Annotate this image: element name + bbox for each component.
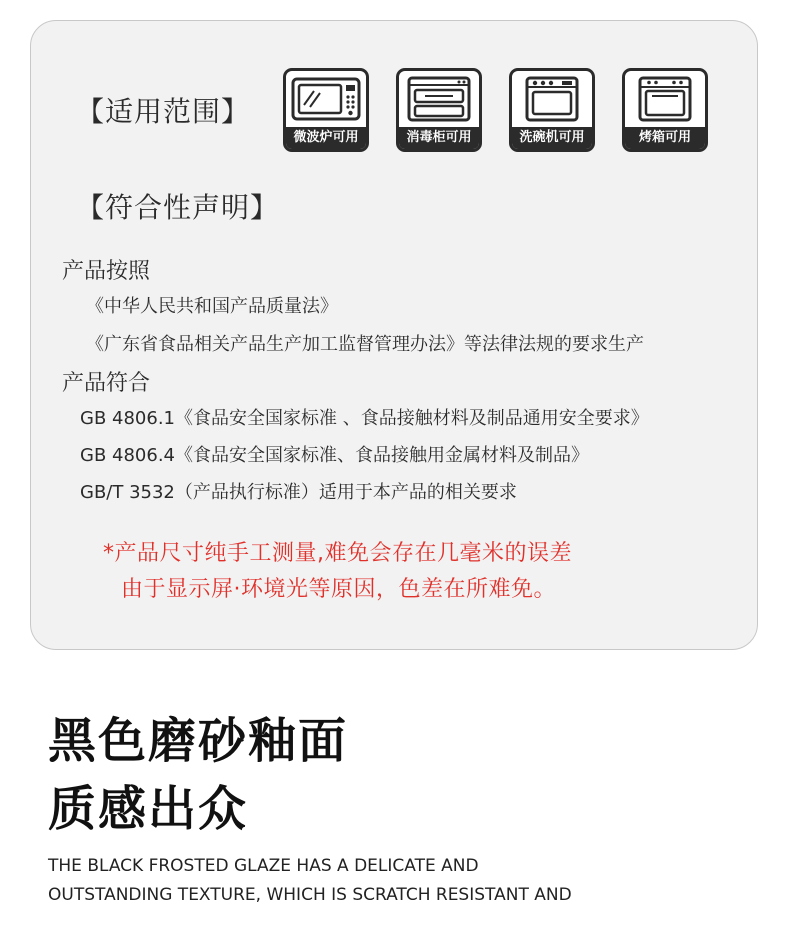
oven-icon (625, 71, 705, 127)
hero-title-line1: 黑色磨砂釉面 (48, 713, 349, 769)
disinfection-cabinet-label: 消毒柜可用 (399, 127, 479, 149)
hero-title-line2: 质感出众 (48, 781, 249, 837)
compliance-line: GB 4806.4《食品安全国家标准、食品接触用金属材料及制品》 (80, 445, 589, 466)
dishwasher-badge (509, 68, 595, 152)
disinfection-cabinet-badge (396, 68, 482, 152)
microwave-icon (286, 71, 366, 127)
appliance-icons (283, 68, 708, 152)
disinfection-cabinet-icon (399, 71, 479, 127)
microwave-label: 微波炉可用 (286, 127, 366, 149)
compliance-line: 产品符合 (62, 371, 151, 396)
english-description-line2: OUTSTANDING TEXTURE, WHICH IS SCRATCH RESISTANT AND (48, 885, 572, 905)
oven-label: 烤箱可用 (625, 127, 705, 149)
dishwasher-label: 洗碗机可用 (512, 127, 592, 149)
dishwasher-icon (512, 71, 592, 127)
scope-title: 【适用范围】 (76, 95, 251, 128)
english-description-line1: THE BLACK FROSTED GLAZE HAS A DELICATE AND (48, 856, 479, 876)
compliance-line: GB/T 3532（产品执行标准）适用于本产品的相关要求 (80, 482, 517, 503)
compliance-line: 《中华人民共和国产品质量法》 (86, 296, 338, 317)
measurement-notice: *产品尺寸纯手工测量,难免会存在几毫米的误差 (103, 541, 572, 566)
microwave-badge (283, 68, 369, 152)
compliance-line: GB 4806.1《食品安全国家标准 、食品接触材料及制品通用安全要求》 (80, 408, 649, 429)
compliance-title: 【符合性声明】 (76, 191, 280, 224)
compliance-line: 《广东省食品相关产品生产加工监督管理办法》等法律法规的要求生产 (86, 334, 644, 355)
compliance-line: 产品按照 (62, 259, 151, 284)
oven-badge (622, 68, 708, 152)
color-notice: 由于显示屏·环境光等原因，色差在所难免。 (121, 577, 556, 602)
